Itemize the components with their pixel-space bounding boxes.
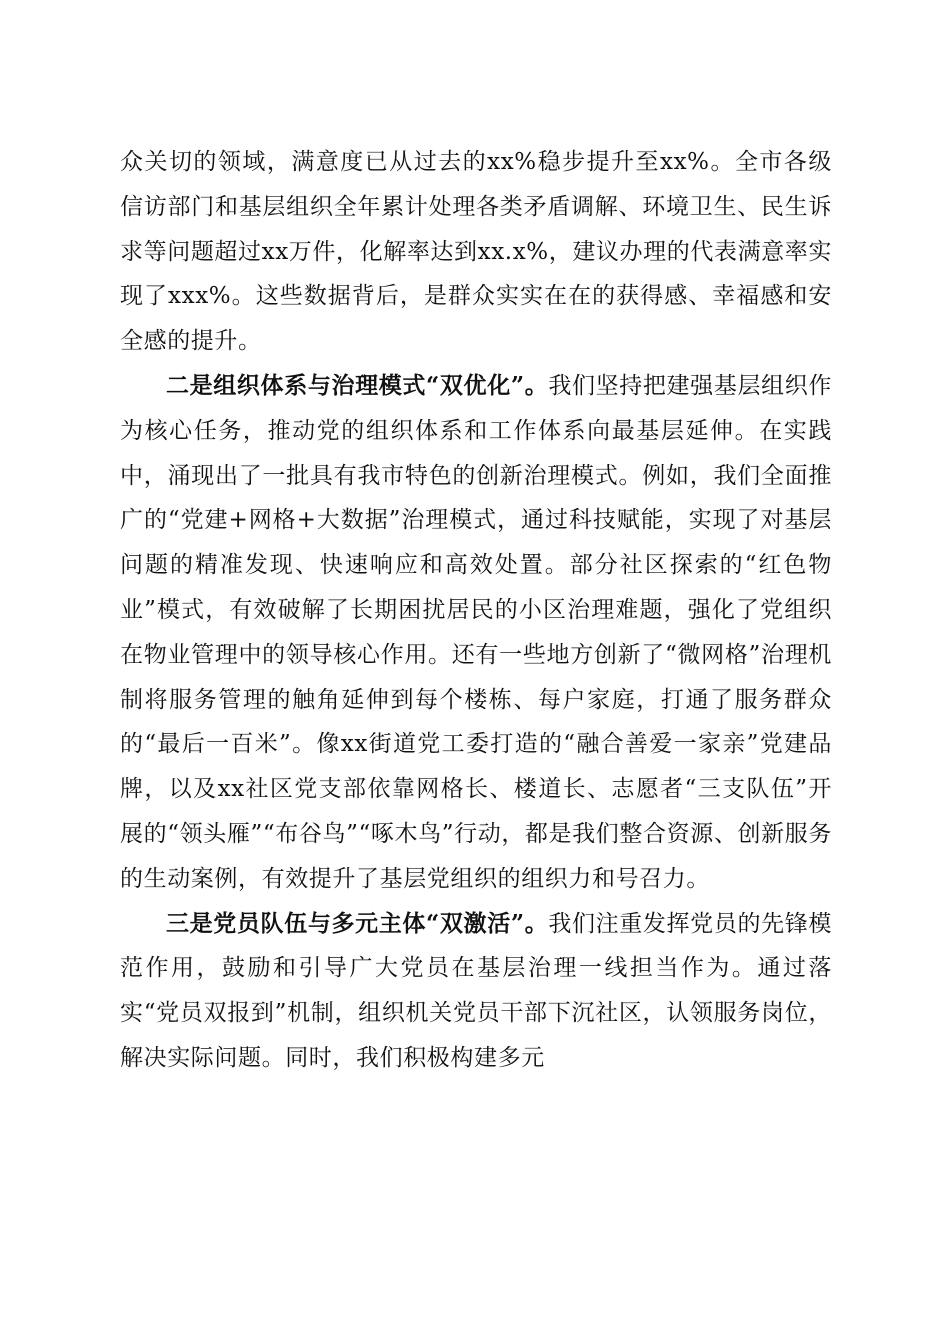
paragraph-organization-governance	[120, 364, 832, 902]
paragraph-satisfaction-stats	[120, 140, 832, 364]
paragraph-heading: 二是组织体系与治理模式“双优化”。	[166, 371, 549, 399]
document-body	[120, 140, 832, 1081]
paragraph-heading: 三是党员队伍与多元主体“双激活”。	[166, 909, 549, 937]
paragraph-text: 我们坚持把建强基层组织作为核心任务，推动党的组织体系和工作体系向最基层延伸。在实践中，涌现出了一批具有我市特色的创新治理模式。例如，我们全面推广的“党建+网格+大数据”治理模式，通过科技赋能，实现了对基层问题的精准发现、快速响应和高效处置。部分社区探索的“红色物业”模式，有效破解了长期困扰居民的小区治理难题，强化了党组织在物业管理中的领导核心作用。还有一些地方创新了“微网格”治理机制将服务管理的触角延伸到每个楼栋、每户家庭，打通了服务群众的“最后一百米”。像xx街道党工委打造的“融合善爱一家亲”党建品牌，以及xx社区党支部依靠网格长、楼道长、志愿者“三支队伍”开展的“领头雁”“布谷鸟”“啄木鸟”行动，都是我们整合资源、创新服务的生动案例，有效提升了基层党组织的组织力和号召力。	[120, 372, 832, 892]
paragraph-text: 我们注重发挥党员的先锋模范作用，鼓励和引导广大党员在基层治理一线担当作为。通过落实“党员双报到”机制，组织机关党员干部下沉社区，认领服务岗位，解决实际问题。同时，我们积极构建多元	[120, 910, 832, 1071]
paragraph-party-members	[120, 902, 832, 1081]
paragraph-text: 众关切的领域，满意度已从过去的xx%稳步提升至xx%。全市各级信访部门和基层组织全年累计处理各类矛盾调解、环境卫生、民生诉求等问题超过xx万件，化解率达到xx.x%，建议办理的代表满意率实现了xxx%。这些数据背后，是群众实实在在的获得感、幸福感和安全感的提升。	[120, 149, 832, 355]
